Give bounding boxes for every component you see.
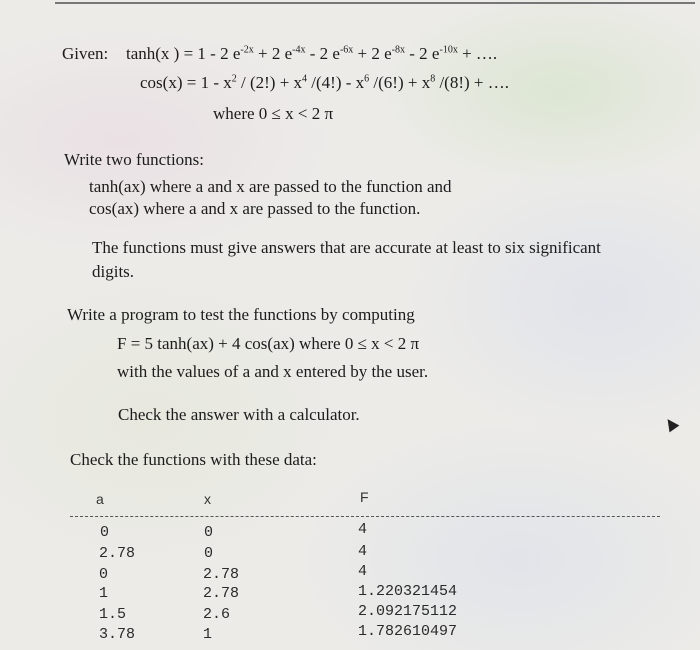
cell-x: 0 (204, 545, 214, 562)
task1-tanh-line: tanh(ax) where a and x are passed to the function and (89, 177, 452, 196)
accuracy-line-2: digits. (92, 262, 135, 281)
cell-f: 4 (358, 543, 368, 560)
task2-user-line: with the values of a and x entered by the user. (117, 362, 429, 381)
cell-x: 2.78 (203, 566, 240, 583)
check-calculator: Check the answer with a calculator. (118, 405, 360, 424)
cell-a: 1.5 (99, 606, 127, 623)
task1-heading: Write two functions: (64, 150, 205, 169)
domain-condition: where 0 ≤ x < 2 π (213, 104, 334, 123)
cell-f: 2.092175112 (358, 603, 458, 620)
table-divider (70, 516, 660, 517)
task1-cos-line: cos(ax) where a and x are passed to the function. (89, 199, 421, 218)
cell-f: 1.782610497 (358, 623, 458, 640)
cell-f: 1.220321454 (358, 583, 458, 600)
cell-a: 0 (100, 524, 110, 541)
data-heading: Check the functions with these data: (70, 450, 317, 469)
given-label: Given: (62, 44, 109, 63)
cell-f: 4 (358, 521, 368, 538)
top-rule (55, 2, 695, 4)
cell-a: 1 (99, 585, 109, 602)
cos-series: $\cos(x) = 1 - x^2 / (2!) + x^4$ $/(4!) - x^6$ $/(6!) + x^8$ /(8!) + …. (140, 73, 509, 92)
task2-heading: Write a program to test the functions by computing (67, 305, 415, 324)
mouse-pointer-icon (663, 416, 680, 433)
tanh-series: tanh(x ) = 1 - 2 $e^{-2x} + 2$ $e^{-4x} - 2$ $e^{-6x} + 2$ $e^{-8x} - 2$ $e^{-10x}$ + …. (126, 44, 498, 63)
cell-f: 4 (358, 563, 368, 580)
cell-x: 1 (203, 626, 213, 643)
task2-formula: F = 5 tanh(ax) + 4 cos(ax) where 0 ≤ x < 2 π (117, 334, 420, 353)
header-x: x (204, 491, 211, 507)
cell-x: 0 (204, 524, 214, 541)
accuracy-line-1: The functions must give answers that are accurate at least to six significant (92, 238, 601, 257)
cell-a: 2.78 (99, 545, 136, 562)
cell-x: 2.78 (203, 585, 240, 602)
cell-a: 0 (99, 566, 109, 583)
header-a: a (96, 491, 104, 507)
cell-x: 2.6 (203, 606, 231, 623)
cell-a: 3.78 (99, 626, 136, 643)
header-f: F (360, 489, 369, 505)
